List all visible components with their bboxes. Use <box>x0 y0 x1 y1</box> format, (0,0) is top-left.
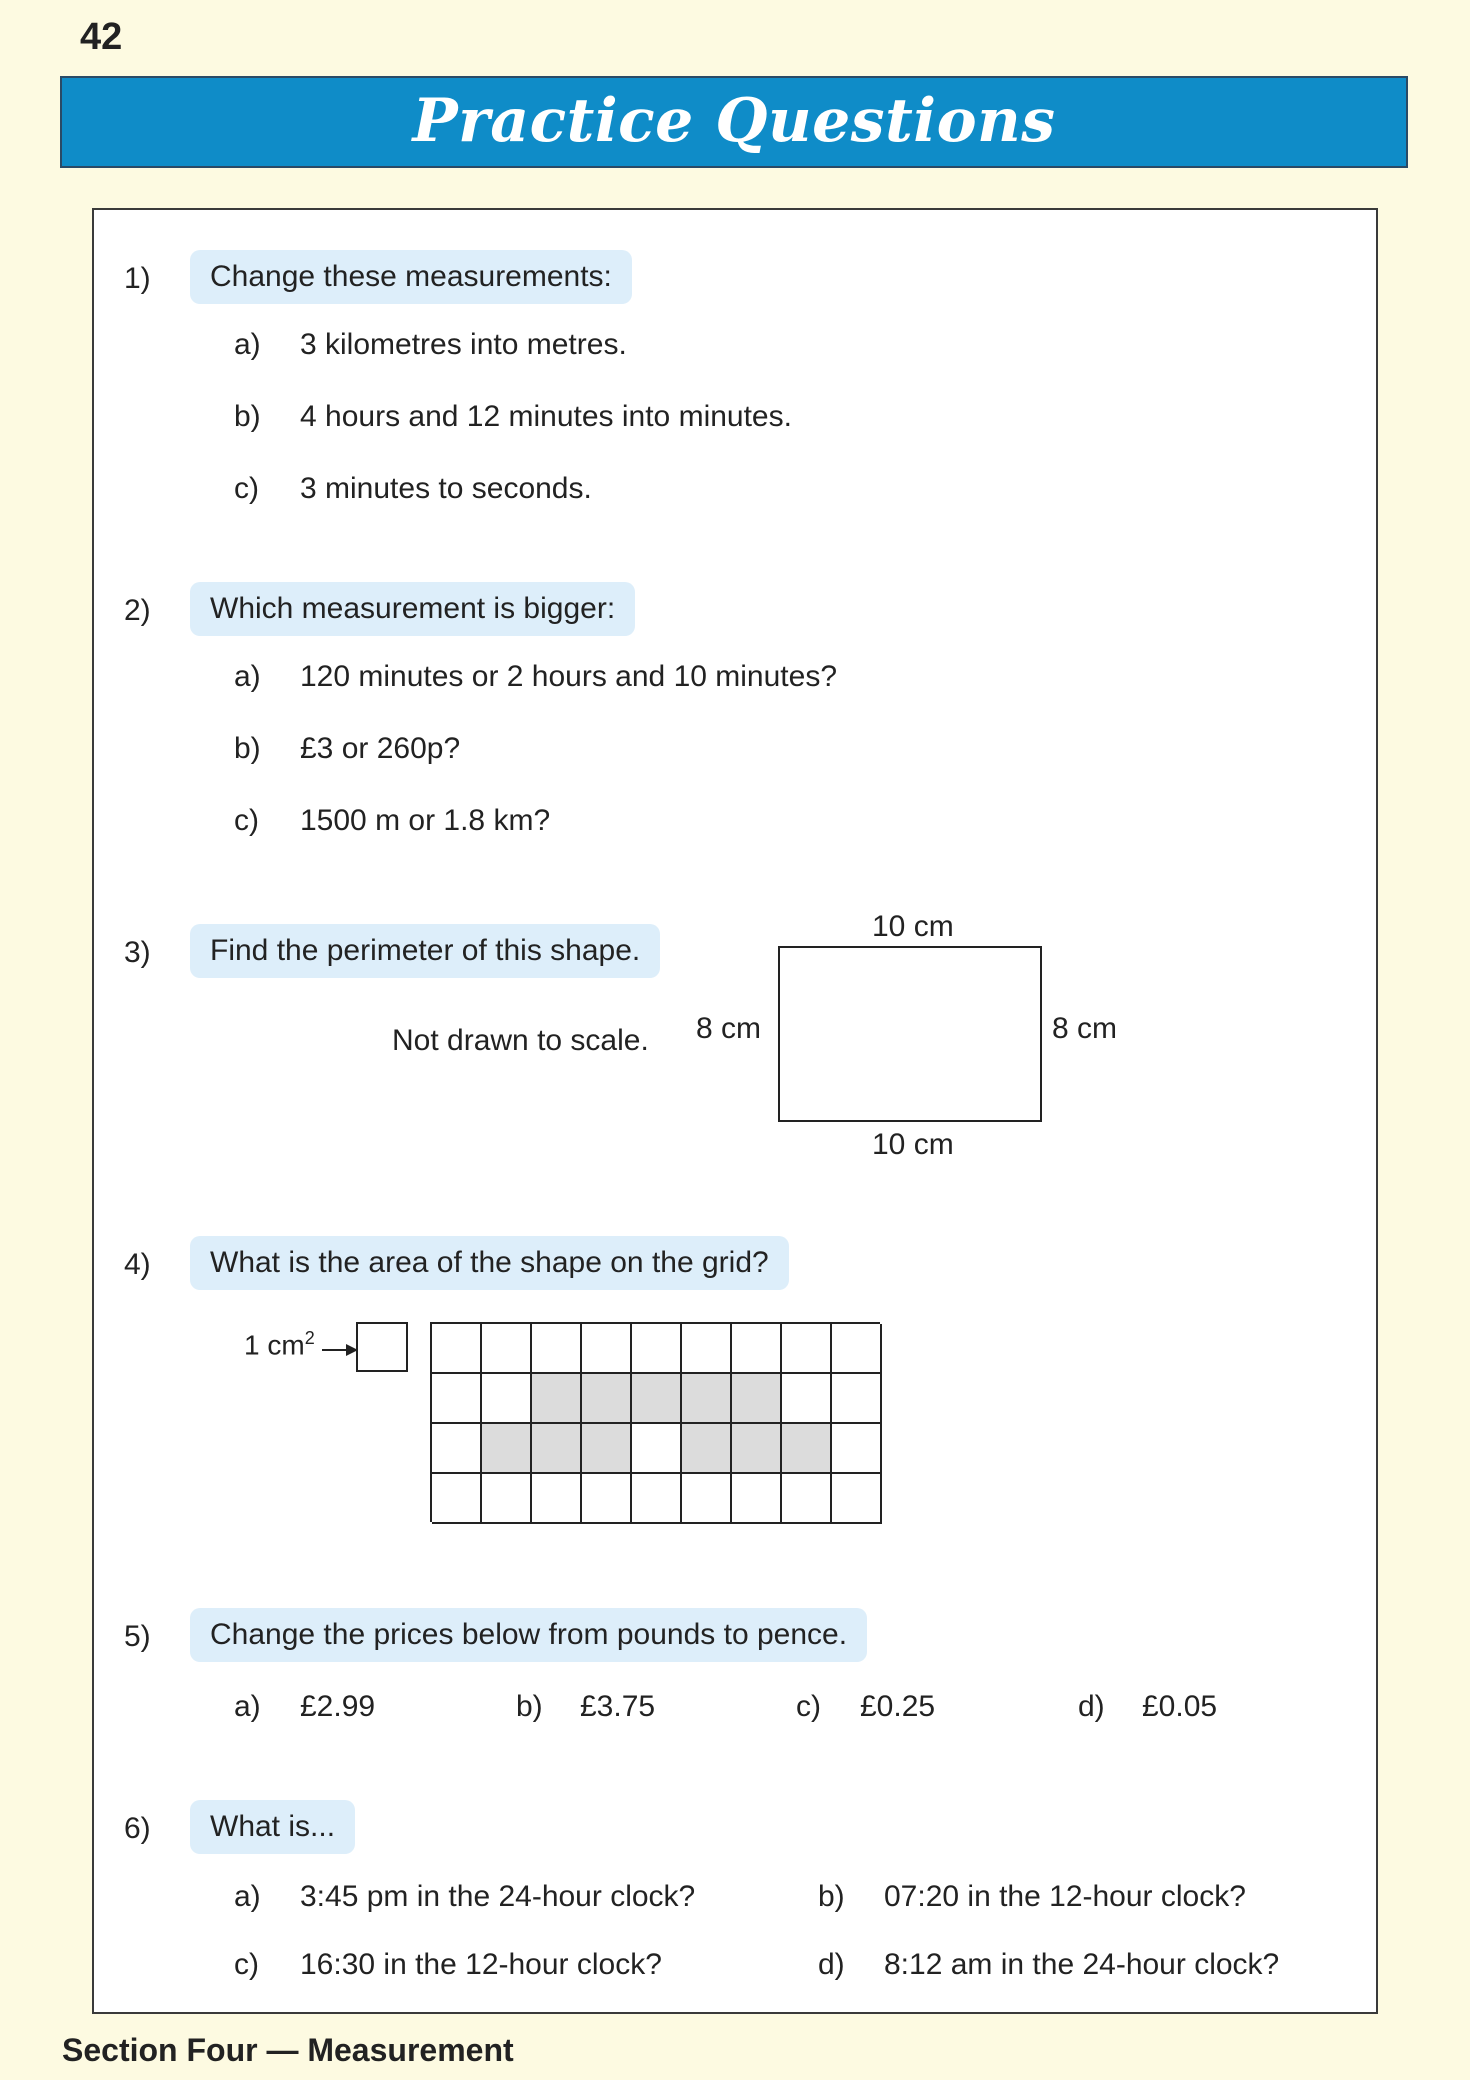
grid-cell <box>632 1324 682 1374</box>
grid-cell <box>432 1374 482 1424</box>
question-2a-label: a) <box>234 660 261 693</box>
arrow-icon <box>322 1340 360 1360</box>
question-1-number: 1) <box>124 262 151 295</box>
grid-cell <box>782 1474 832 1524</box>
question-5b-label: b) <box>516 1690 543 1723</box>
grid-cell <box>732 1324 782 1374</box>
question-6-prompt: What is... <box>190 1800 355 1854</box>
question-4-number: 4) <box>124 1248 151 1281</box>
rectangle-shape <box>778 946 1042 1122</box>
grid-cell <box>432 1424 482 1474</box>
grid-cell <box>482 1474 532 1524</box>
grid-cell-shaded <box>682 1424 732 1474</box>
grid-cell <box>582 1324 632 1374</box>
title-banner <box>60 76 1408 168</box>
question-1b-label: b) <box>234 400 261 433</box>
question-5a-label: a) <box>234 1690 261 1723</box>
question-5b-text: £3.75 <box>580 1690 656 1723</box>
question-5d-text: £0.05 <box>1142 1690 1218 1723</box>
grid-cell <box>532 1324 582 1374</box>
question-6a-text: 3:45 pm in the 24-hour clock? <box>300 1880 696 1913</box>
question-5c-label: c) <box>796 1690 821 1723</box>
unit-square-label <box>244 1328 315 1361</box>
question-3-number: 3) <box>124 936 151 969</box>
question-6a-label: a) <box>234 1880 261 1913</box>
grid-cell <box>832 1374 882 1424</box>
grid-cell <box>432 1324 482 1374</box>
area-grid <box>430 1322 880 1522</box>
question-6d-label: d) <box>818 1948 845 1981</box>
grid-cell <box>682 1474 732 1524</box>
grid-cell-shaded <box>532 1374 582 1424</box>
unit-label-superscript: 2 <box>304 1328 315 1348</box>
question-6-number: 6) <box>124 1812 151 1845</box>
question-2-prompt: Which measurement is bigger: <box>190 582 635 636</box>
question-5-prompt: Change the prices below from pounds to pence. <box>190 1608 867 1662</box>
question-1c-label: c) <box>234 472 259 505</box>
question-6d-text: 8:12 am in the 24-hour clock? <box>884 1948 1280 1981</box>
unit-square <box>356 1322 408 1372</box>
scale-note: Not drawn to scale. <box>392 1024 649 1057</box>
question-2-number: 2) <box>124 594 151 627</box>
question-2a-text: 120 minutes or 2 hours and 10 minutes? <box>300 660 837 693</box>
page-number: 42 <box>80 16 123 58</box>
grid-cell <box>682 1324 732 1374</box>
question-6b-text: 07:20 in the 12-hour clock? <box>884 1880 1246 1913</box>
question-5d-label: d) <box>1078 1690 1105 1723</box>
grid-cell <box>482 1374 532 1424</box>
grid-cell <box>632 1474 682 1524</box>
grid-cell <box>782 1324 832 1374</box>
dimension-bottom: 10 cm <box>872 1128 954 1161</box>
question-2c-label: c) <box>234 804 259 837</box>
question-3-prompt: Find the perimeter of this shape. <box>190 924 660 978</box>
grid-cell <box>532 1474 582 1524</box>
grid-cell <box>832 1324 882 1374</box>
dimension-left: 8 cm <box>696 1012 762 1045</box>
question-5-number: 5) <box>124 1620 151 1653</box>
question-5c-text: £0.25 <box>860 1690 936 1723</box>
question-6c-label: c) <box>234 1948 259 1981</box>
grid-cell <box>632 1424 682 1474</box>
question-6b-label: b) <box>818 1880 845 1913</box>
grid-cell-shaded <box>532 1424 582 1474</box>
grid-cell <box>432 1474 482 1524</box>
grid-cell-shaded <box>732 1424 782 1474</box>
question-4-prompt: What is the area of the shape on the grid? <box>190 1236 789 1290</box>
grid-cell <box>582 1474 632 1524</box>
page-title: Practice Questions <box>412 86 1056 156</box>
grid-cell-shaded <box>782 1424 832 1474</box>
grid-cell-shaded <box>632 1374 682 1424</box>
question-2b-label: b) <box>234 732 261 765</box>
grid-cell-shaded <box>732 1374 782 1424</box>
dimension-right: 8 cm <box>1052 1012 1118 1045</box>
grid-cell <box>832 1474 882 1524</box>
question-1b-text: 4 hours and 12 minutes into minutes. <box>300 400 792 433</box>
dimension-top: 10 cm <box>872 910 954 943</box>
grid-cell <box>782 1374 832 1424</box>
question-2c-text: 1500 m or 1.8 km? <box>300 804 551 837</box>
questions-panel <box>92 208 1378 2014</box>
question-1-prompt: Change these measurements: <box>190 250 632 304</box>
question-6c-text: 16:30 in the 12-hour clock? <box>300 1948 662 1981</box>
question-1a-text: 3 kilometres into metres. <box>300 328 627 361</box>
question-2b-text: £3 or 260p? <box>300 732 461 765</box>
section-footer: Section Four — Measurement <box>62 2032 514 2068</box>
grid-cell-shaded <box>482 1424 532 1474</box>
question-1c-text: 3 minutes to seconds. <box>300 472 592 505</box>
grid-cell-shaded <box>682 1374 732 1424</box>
unit-label-text: 1 cm <box>244 1329 305 1361</box>
grid-cell <box>832 1424 882 1474</box>
grid-cell-shaded <box>582 1374 632 1424</box>
grid-cell <box>732 1474 782 1524</box>
grid-cell-shaded <box>582 1424 632 1474</box>
question-1a-label: a) <box>234 328 261 361</box>
grid-cell <box>482 1324 532 1374</box>
question-5a-text: £2.99 <box>300 1690 376 1723</box>
